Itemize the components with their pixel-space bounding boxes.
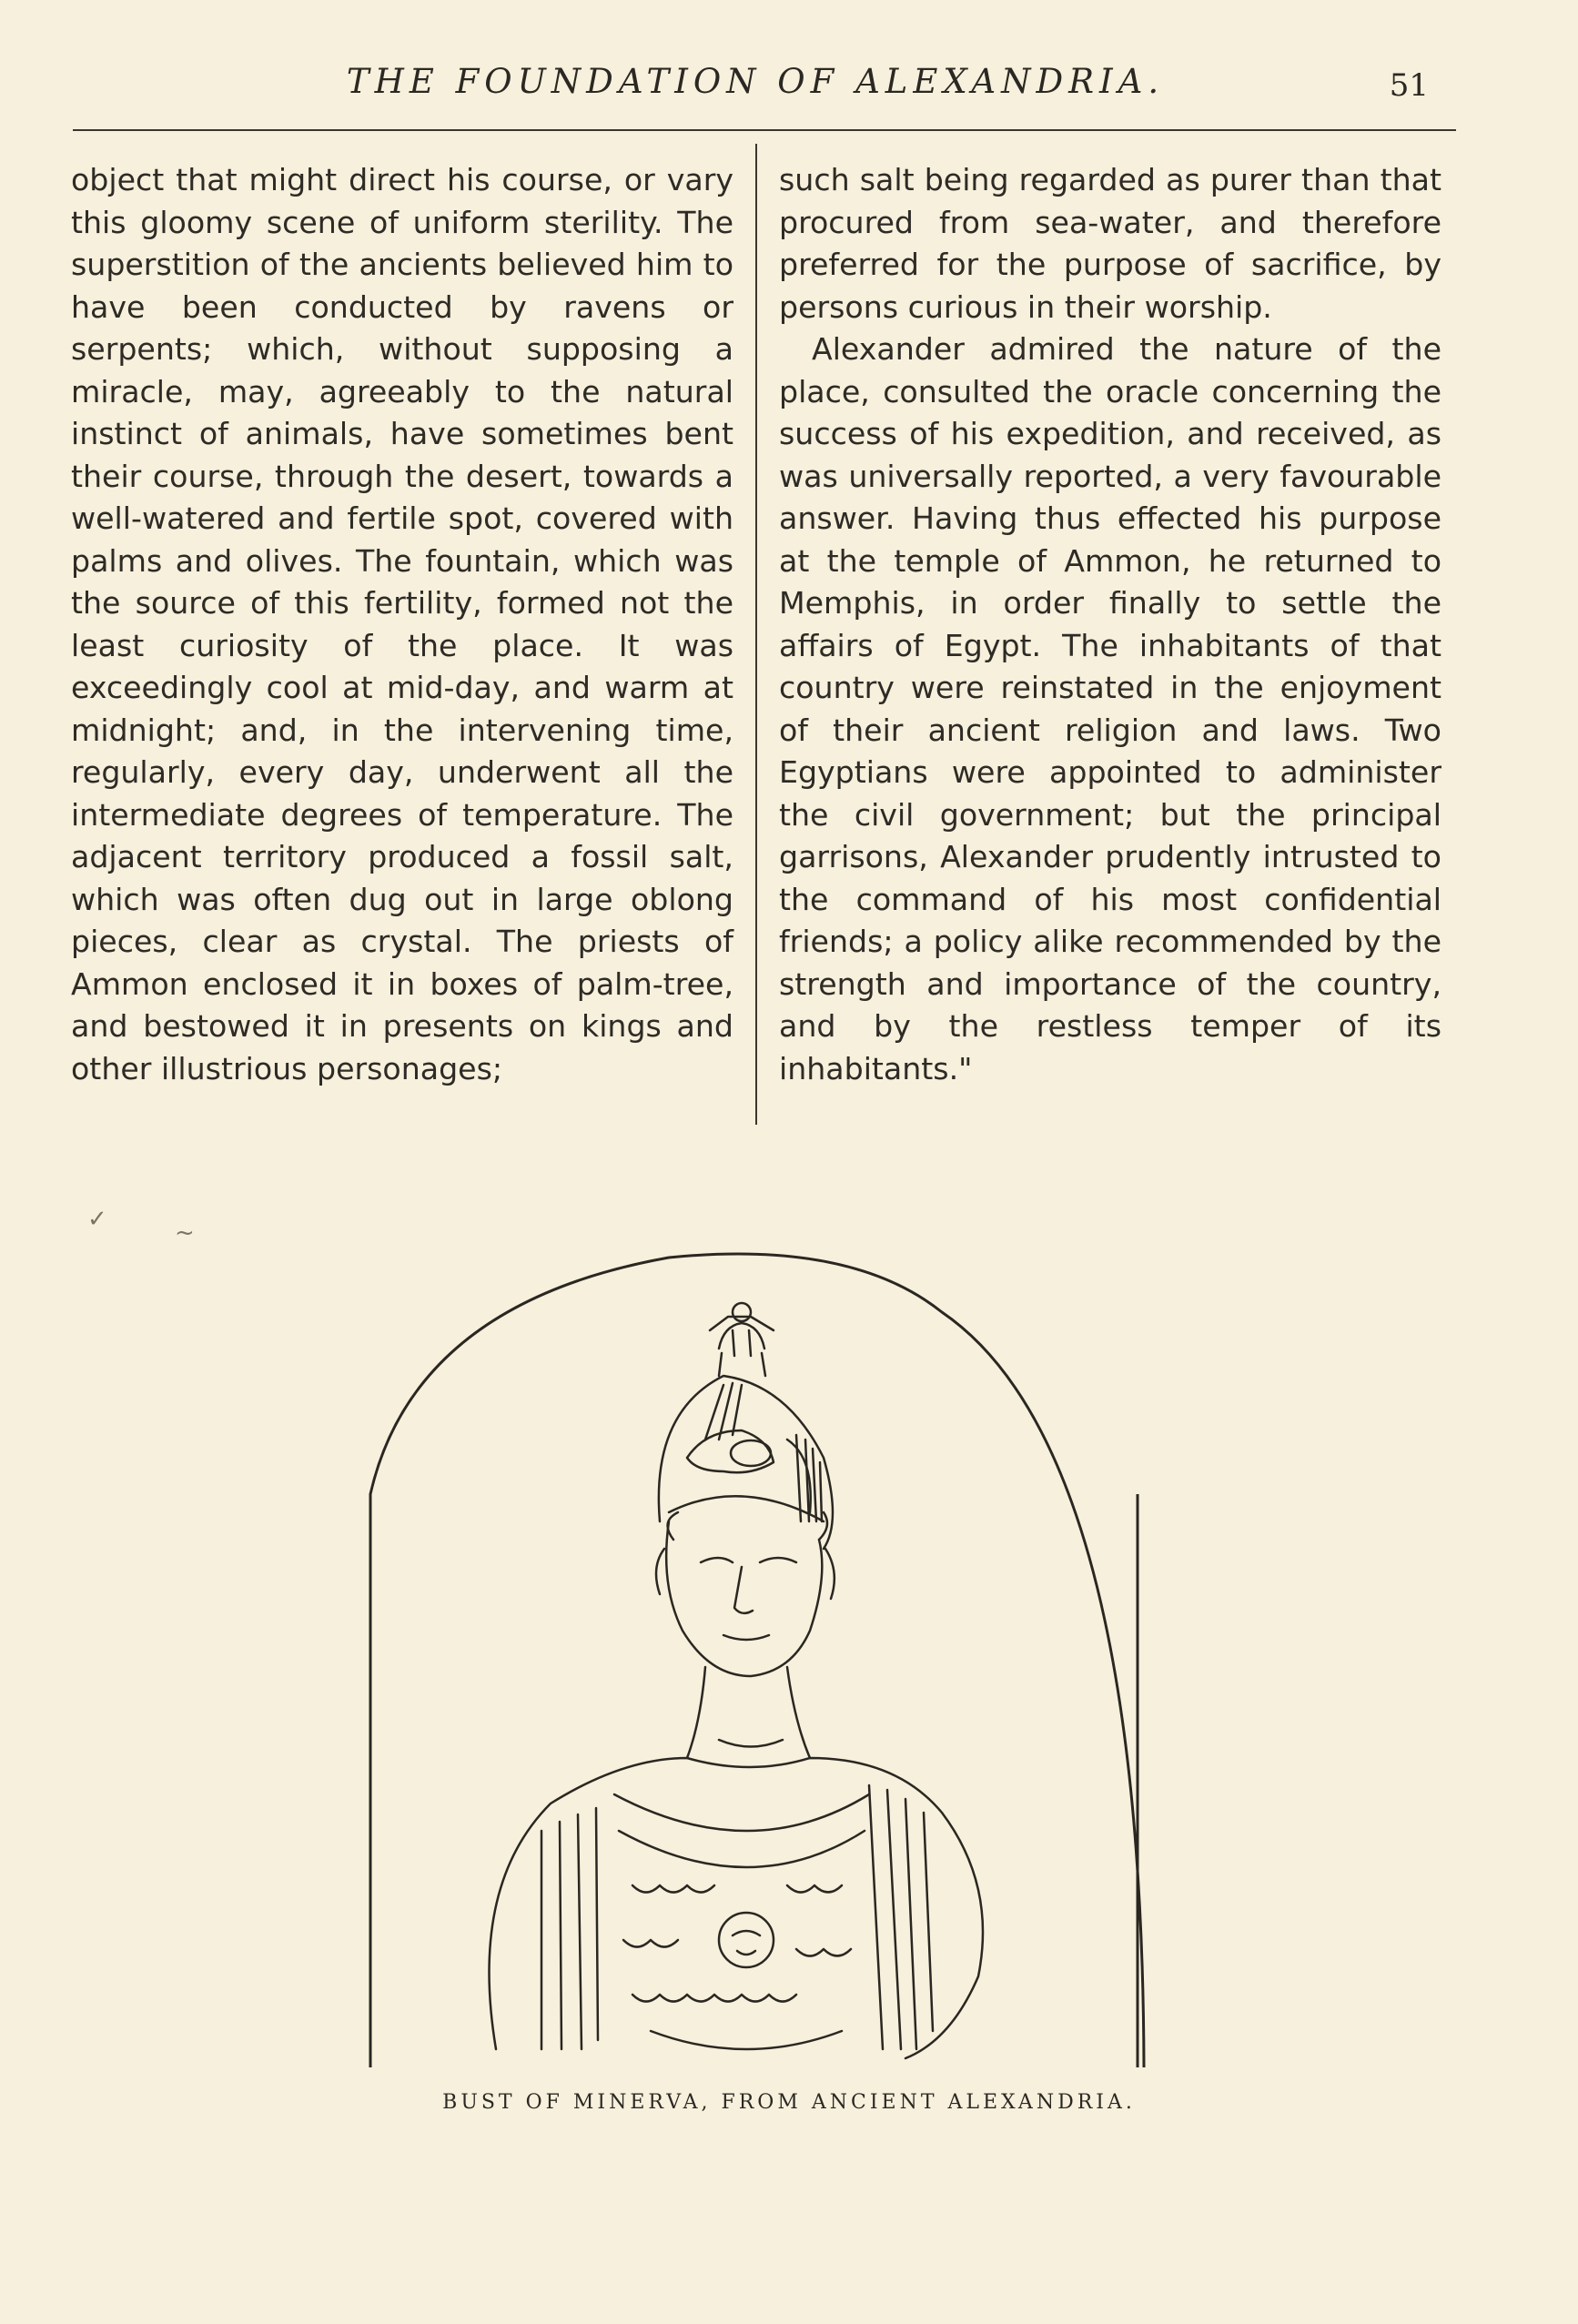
arch-frame	[370, 1254, 1144, 2067]
minerva-bust-illustration	[359, 1248, 1160, 2067]
right-column-paragraph-1: such salt being regarded as purer than that procured from sea-water, and therefore preferred for the purpose of sacrifice, by persons curious in their worship.	[779, 162, 1441, 325]
running-title: THE FOUNDATION OF ALEXANDRIA.	[346, 62, 1165, 101]
right-column	[779, 159, 1441, 1090]
ink-speck: ✓	[87, 1206, 107, 1233]
ink-speck: ~	[175, 1219, 195, 1247]
left-column	[71, 159, 733, 1090]
right-column-paragraph-2: Alexander admired the nature of the place, consulted the oracle concerning the success of his expedition, and received, as was universally reported, a very favourable answer. Having thus effected his purpose at the temple of Ammon, he returned to Memphis, in order finally to settle the affairs of Egypt. The inhabitants of that country were reinstated in the enjoyment of their ancient religion and laws. Two Egyptians were appointed to administer the civil government; but the principal garrisons, Alexander prudently intrusted to the command of his most confidential friends; a policy alike recommended by the strength and importance of the country, and by the restless temper of its inhabitants."	[779, 331, 1441, 1086]
running-head	[73, 58, 1456, 131]
helmet	[659, 1376, 833, 1549]
helmet-crest	[710, 1303, 774, 1376]
neck	[687, 1667, 810, 1758]
column-divider	[755, 144, 757, 1125]
face	[656, 1512, 835, 1676]
page-number: 51	[1389, 67, 1429, 104]
aegis-and-drapery	[490, 1758, 984, 2058]
figure-caption: BUST OF MINERVA, FROM ANCIENT ALEXANDRIA.	[442, 2091, 1136, 2114]
left-column-paragraph: object that might direct his course, or vary this gloomy scene of uniform sterility. The superstition of the ancients believed him to have been conducted by ravens or serpents; which, without supposing a miracle, may, agreeably to the natural instinct of animals, have sometimes bent their course, through the desert, towards a well-watered and fertile spot, covered with palms and olives. The fountain, which was the source of this fertility, formed not the least curiosity of the place. It was exceedingly cool at mid-day, and warm at midnight; and, in the intervening time, regularly, every day, underwent all the intermediate degrees of temperature. The adjacent territory produced a fossil salt, which was often dug out in large oblong pieces, clear as crystal. The priests of Ammon enclosed it in boxes of palm-tree, and bestowed it in presents on kings and other illustrious personages;	[71, 162, 733, 1086]
